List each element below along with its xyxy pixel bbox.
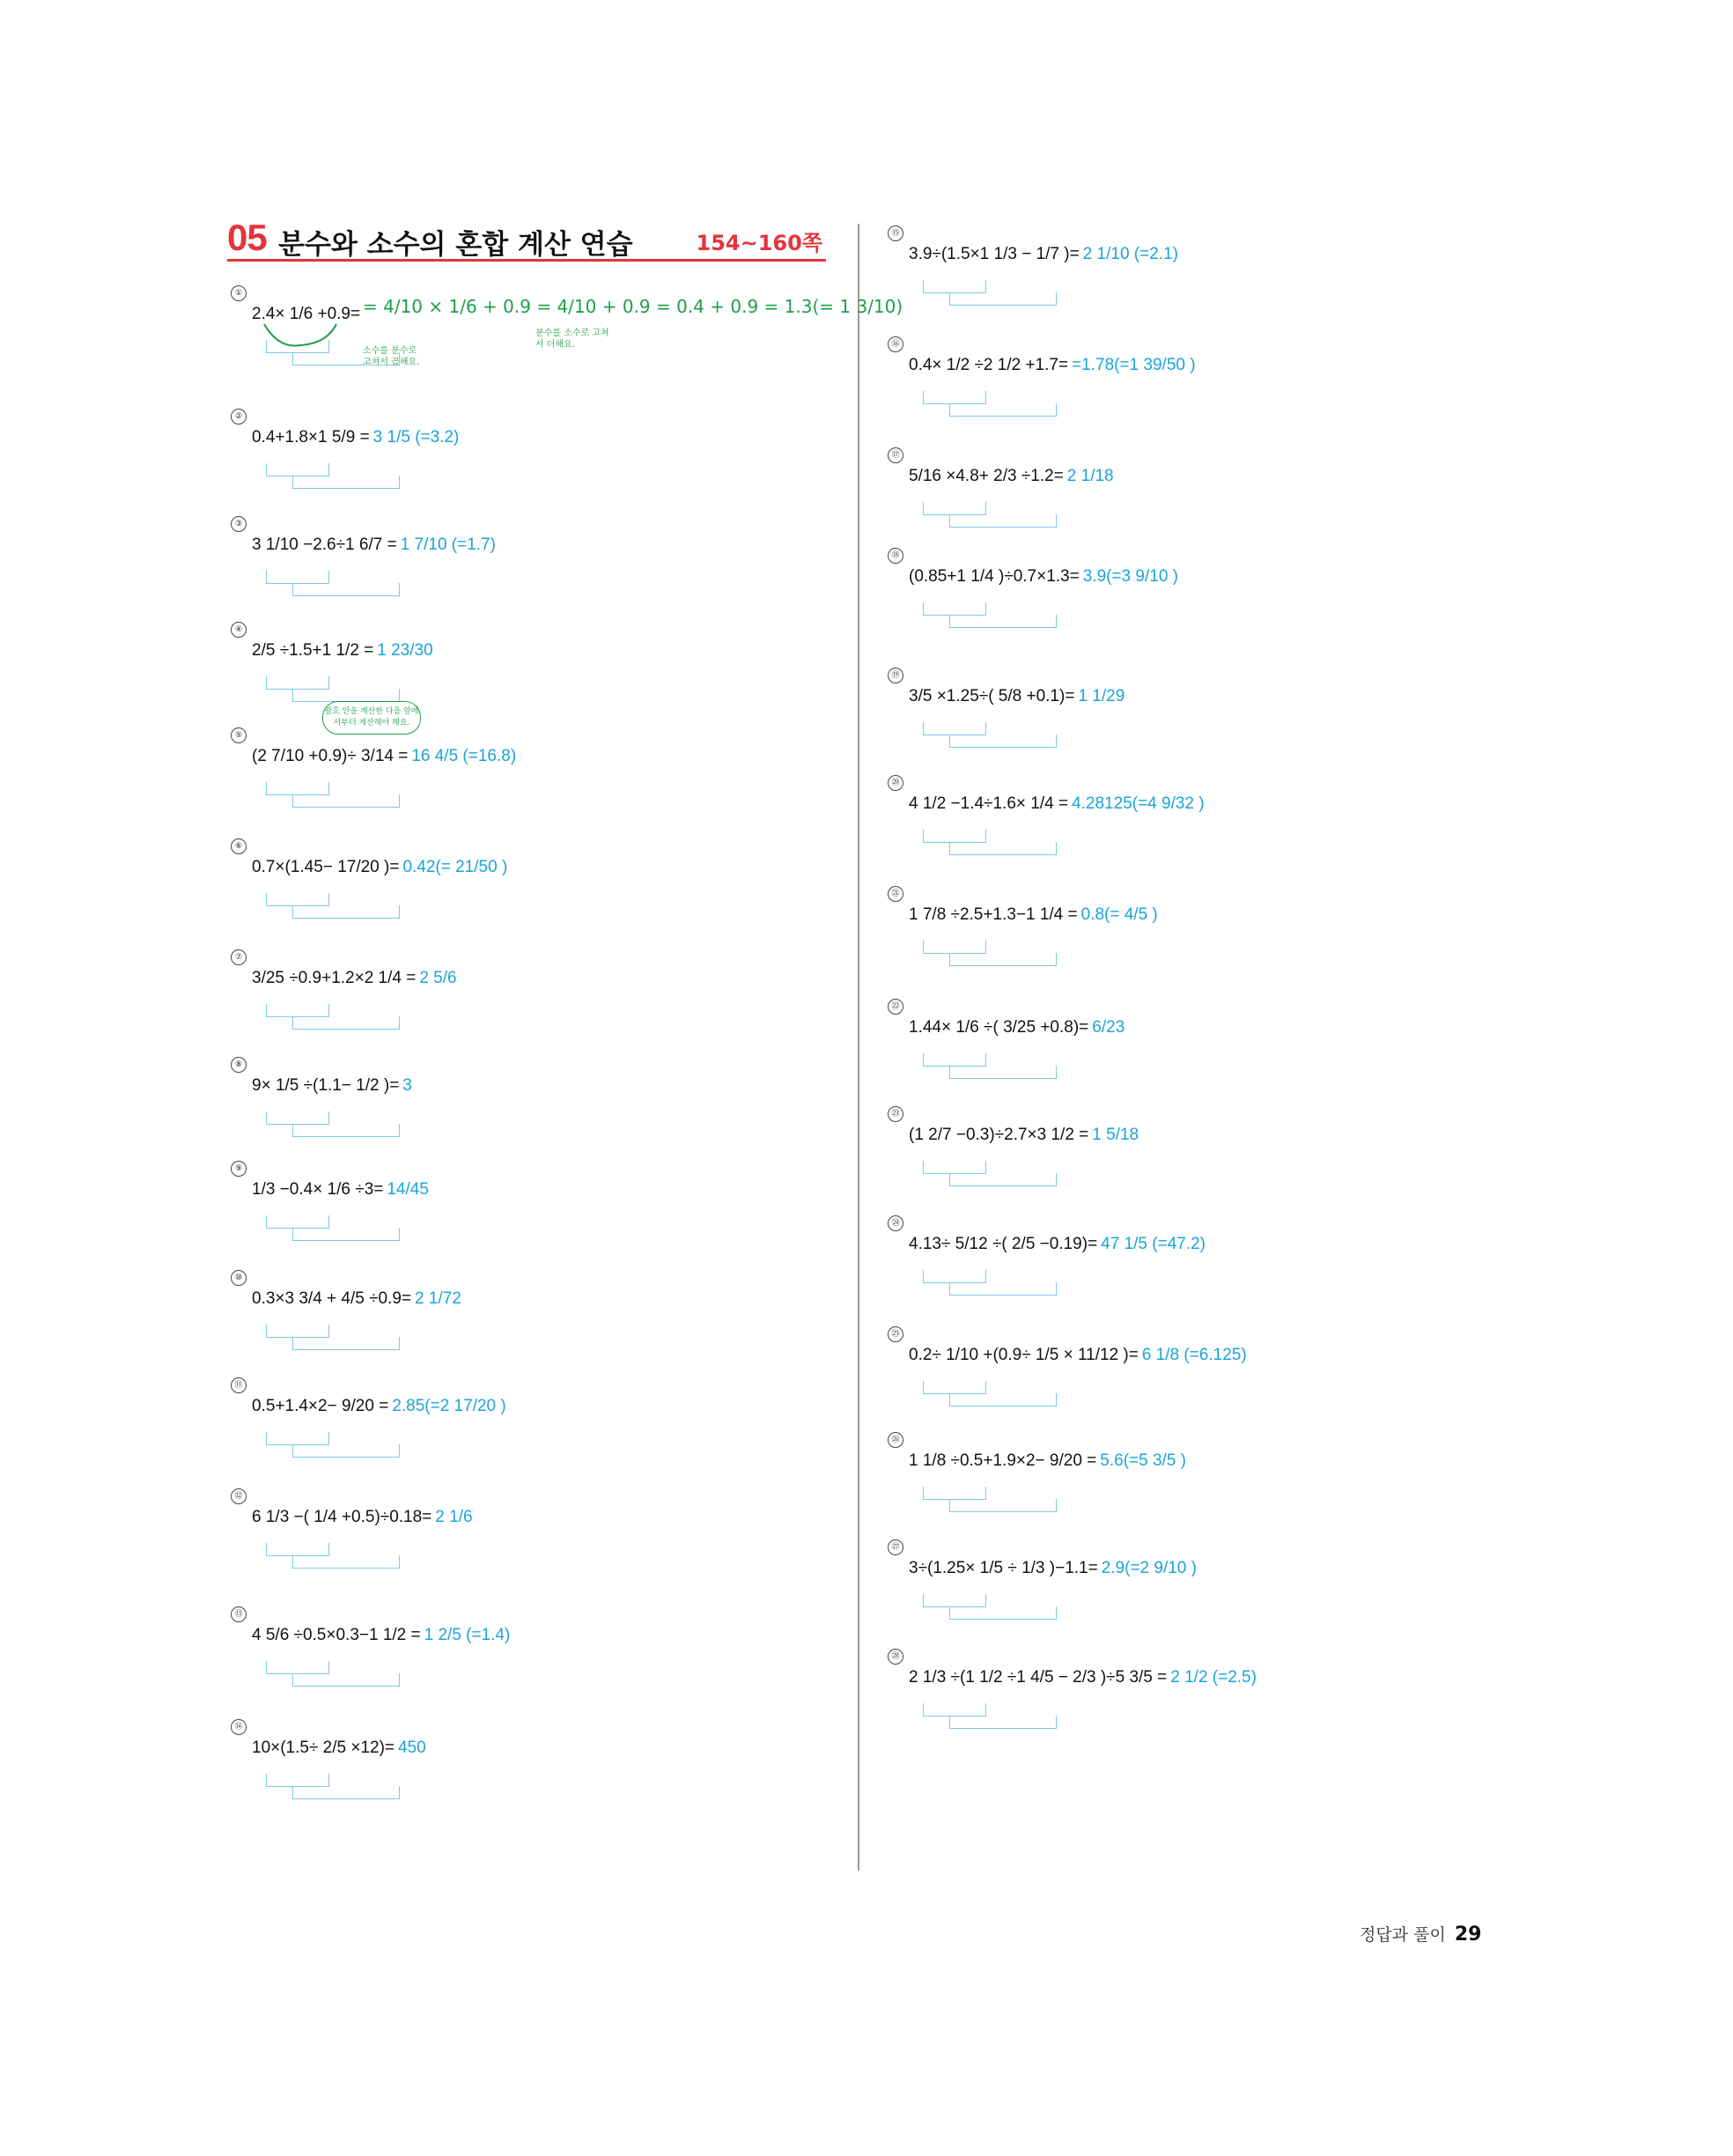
operation-bracket (923, 830, 986, 843)
expression (909, 553, 1178, 601)
operation-bracket (292, 1444, 400, 1458)
operation-bracket (949, 953, 1057, 966)
page-header (227, 217, 826, 262)
column-divider (858, 224, 859, 1871)
problem-number: ㉓ (888, 1106, 903, 1122)
operation-bracket (292, 1337, 400, 1350)
section-title: 분수와 소수의 혼합 계산 연습 (278, 229, 633, 261)
expression (909, 342, 1196, 389)
problem-item (888, 1004, 1486, 1083)
answer-text: 6 1/8 (=6.125) (1141, 1346, 1247, 1364)
answer-text: 2 1/72 (415, 1289, 461, 1308)
operation-bracket (949, 1173, 1057, 1186)
problem-number: ㉔ (888, 1215, 903, 1231)
operation-bracket (266, 782, 329, 795)
problem-item (231, 1275, 830, 1355)
problem-number: ⑤ (231, 727, 247, 743)
question-text: 1.44× 1/6 ÷( 3/25 +0.8)= (909, 1018, 1089, 1037)
operation-bracket (949, 1716, 1057, 1729)
question-text: 5/16 ×4.8+ 2/3 ÷1.2= (909, 467, 1064, 485)
problem-item (231, 1383, 830, 1462)
answer-text: 1 1/29 (1078, 687, 1125, 705)
question-text: 0.7×(1.45− 17/20 )= (252, 858, 400, 876)
question-text: 2.4× 1/6 +0.9= (252, 305, 361, 323)
answer-text: 1 23/30 (377, 641, 433, 660)
operation-bracket (923, 391, 986, 404)
expression (909, 1437, 1186, 1485)
problem-item (888, 1221, 1486, 1300)
expression (252, 844, 507, 891)
page-footer (1360, 1922, 1481, 1946)
expression (909, 453, 1114, 500)
problem-number: ⑰ (888, 447, 903, 463)
operation-bracket (292, 794, 400, 808)
answer-text: 2.85(=2 17/20 ) (392, 1397, 506, 1415)
page-number: 29 (1454, 1923, 1482, 1946)
problem-item (231, 1166, 830, 1245)
operation-bracket (266, 463, 329, 476)
expression (909, 231, 1178, 278)
problem-item (231, 1724, 830, 1804)
operation-bracket (292, 1555, 400, 1569)
operation-bracket (266, 676, 329, 690)
operation-bracket (923, 1381, 986, 1394)
problem-number: ⑱ (888, 548, 903, 564)
problem-item (231, 521, 830, 601)
hint-right: 분수를 소수로 고쳐서 더해요. (535, 329, 609, 350)
problem-number: ⑦ (231, 949, 247, 965)
operation-bracket (949, 1393, 1057, 1407)
expression (252, 521, 496, 569)
problem-item (888, 553, 1486, 632)
operation-bracket (949, 292, 1057, 306)
operation-bracket (923, 1594, 986, 1607)
operation-bracket (292, 689, 400, 702)
problem-number: ⑧ (231, 1057, 247, 1073)
operation-bracket (949, 735, 1057, 748)
expression (909, 1221, 1206, 1268)
problem-number: ⑬ (231, 1606, 247, 1622)
answer-text: 3 (402, 1076, 412, 1095)
problem-number: ⑥ (231, 838, 247, 854)
problem-item (888, 231, 1486, 310)
expression (252, 1612, 510, 1659)
problem-number: ⑲ (888, 668, 903, 683)
operation-bracket (266, 1543, 329, 1556)
expression (252, 733, 516, 780)
operation-bracket (266, 1325, 329, 1338)
answer-text: 1 7/10 (=1.7) (400, 535, 496, 554)
problem-item (231, 1612, 830, 1691)
operation-bracket (923, 1161, 986, 1174)
operation-bracket (266, 1111, 329, 1125)
problem-item (888, 780, 1486, 860)
expression (252, 1275, 461, 1323)
section-number: 05 (227, 217, 267, 258)
problem-item (888, 891, 1486, 971)
operation-bracket (292, 1124, 400, 1137)
question-text: 10×(1.5÷ 2/5 ×12)= (252, 1739, 395, 1757)
problem-number: ⑯ (888, 336, 903, 352)
problem-number: ⑫ (231, 1488, 247, 1504)
operation-bracket (923, 602, 986, 616)
expression (909, 1111, 1139, 1159)
operation-bracket (923, 1703, 986, 1717)
answer-text: 4.28125(=4 9/32 ) (1072, 794, 1205, 813)
answer-text: 3 1/5 (=3.2) (372, 428, 460, 447)
answer-text: 3.9(=3 9/10 ) (1082, 567, 1178, 586)
answer-text: 2 1/10 (=2.1) (1082, 245, 1178, 263)
expression (252, 955, 457, 1002)
problem-number: ⑭ (231, 1719, 247, 1735)
operation-bracket (923, 280, 986, 293)
operation-bracket (292, 1786, 400, 1799)
problem-number: ㉕ (888, 1326, 903, 1342)
answer-text: 2.9(=2 9/10 ) (1101, 1559, 1197, 1577)
operation-bracket (266, 1004, 329, 1017)
answer-text: 16 4/5 (=16.8) (411, 747, 517, 765)
problem-number: ㉘ (888, 1649, 903, 1665)
operation-bracket (923, 502, 986, 515)
question-text: 1 1/8 ÷0.5+1.9×2− 9/20 = (909, 1451, 1097, 1470)
problem-item (231, 844, 830, 923)
question-text: 3 1/10 −2.6÷1 6/7 = (252, 535, 397, 554)
answer-text: 0.8(= 4/5 ) (1080, 905, 1158, 924)
expression (909, 1654, 1257, 1702)
problem-number: ① (231, 285, 247, 301)
answer-text: 5.6(=5 3/5 ) (1100, 1451, 1186, 1470)
footer-label: 정답과 풀이 (1360, 1925, 1446, 1945)
answer-text: 2 1/2 (=2.5) (1170, 1668, 1257, 1687)
operation-bracket (923, 1270, 986, 1283)
operation-bracket (949, 1606, 1057, 1620)
expression (909, 891, 1158, 939)
answer-text: 1 2/5 (=1.4) (424, 1626, 511, 1644)
operation-bracket (266, 893, 329, 906)
section-pages: 154~160쪽 (696, 231, 822, 255)
operation-bracket (949, 403, 1057, 417)
problem-number: ⑮ (888, 225, 903, 241)
expression (909, 1004, 1125, 1052)
expression (909, 673, 1125, 720)
operation-bracket (266, 1432, 329, 1445)
problem-item (888, 1545, 1486, 1624)
answer-text: 2 1/18 (1066, 467, 1114, 485)
question-text: 3.9÷(1.5×1 1/3 − 1/7 )= (909, 245, 1080, 263)
expression (252, 1166, 429, 1214)
problem-number: ④ (231, 622, 247, 638)
question-text: 2/5 ÷1.5+1 1/2 = (252, 641, 374, 660)
problem-item (888, 1437, 1486, 1517)
problem-number: ⑳ (888, 775, 903, 791)
expression (252, 627, 433, 675)
operation-bracket (949, 615, 1057, 628)
operation-bracket (292, 476, 400, 489)
operation-bracket (923, 1487, 986, 1500)
operation-bracket (949, 1066, 1057, 1079)
question-text: 0.3×3 3/4 + 4/5 ÷0.9= (252, 1289, 412, 1308)
problem-item (888, 453, 1486, 532)
question-text: 4 1/2 −1.4÷1.6× 1/4 = (909, 794, 1069, 813)
operation-bracket (949, 1282, 1057, 1296)
operation-bracket (292, 905, 400, 919)
operation-bracket (923, 722, 986, 735)
operation-bracket (266, 1774, 329, 1787)
question-text: (2 7/10 +0.9)÷ 3/14 = (252, 747, 409, 765)
expression (252, 1062, 412, 1110)
question-text: 0.4+1.8×1 5/9 = (252, 428, 370, 447)
expression (909, 1545, 1197, 1592)
problem-item (231, 733, 830, 812)
expression (909, 780, 1205, 828)
question-text: 0.4× 1/2 ÷2 1/2 +1.7= (909, 356, 1069, 374)
answer-text: 47 1/5 (=47.2) (1101, 1235, 1206, 1253)
operation-bracket (923, 941, 986, 954)
question-text: 0.5+1.4×2− 9/20 = (252, 1397, 389, 1415)
problem-item (888, 342, 1486, 421)
expression (252, 1724, 426, 1772)
problem-number: ⑩ (231, 1270, 247, 1286)
operation-bracket (292, 1228, 400, 1241)
operation-bracket (292, 1016, 400, 1030)
operation-bracket (266, 571, 329, 584)
answer-text: 14/45 (387, 1180, 429, 1199)
operation-bracket (292, 583, 400, 596)
question-text: (1 2/7 −0.3)÷2.7×3 1/2 = (909, 1126, 1089, 1144)
operation-bracket (949, 1499, 1057, 1512)
speech-bubble: 괄호 안을 계산한 다음 앞에서부터 계산해야 해요. (322, 701, 421, 735)
problem-number: ⑪ (231, 1377, 247, 1393)
answer-text: 6/23 (1092, 1018, 1125, 1037)
question-text: 1/3 −0.4× 1/6 ÷3= (252, 1180, 384, 1199)
question-text: 4.13÷ 5/12 ÷( 2/5 −0.19)= (909, 1235, 1098, 1253)
question-text: 3/25 ÷0.9+1.2×2 1/4 = (252, 969, 417, 987)
answer-text: 2 1/6 (435, 1508, 473, 1526)
problem-number: ㉗ (888, 1539, 903, 1555)
question-text: 3/5 ×1.25÷( 5/8 +0.1)= (909, 687, 1075, 705)
expression (252, 1383, 506, 1430)
operation-bracket (923, 1053, 986, 1067)
problem-item (231, 627, 830, 706)
answer-text: 1 5/18 (1092, 1126, 1139, 1144)
operation-bracket (292, 1673, 400, 1687)
problem-item (231, 955, 830, 1034)
problem-number: ㉑ (888, 886, 903, 902)
problem-item (888, 1111, 1486, 1191)
operation-bracket (266, 1215, 329, 1229)
problem-item (231, 1062, 830, 1141)
question-text: (0.85+1 1/4 )÷0.7×1.3= (909, 567, 1080, 586)
problem-item (231, 414, 830, 493)
problem-item (888, 673, 1486, 752)
question-text: 4 5/6 ÷0.5×0.3−1 1/2 = (252, 1626, 421, 1644)
problem-number: ③ (231, 516, 247, 532)
problem-number: ㉒ (888, 999, 903, 1015)
question-text: 3÷(1.25× 1/5 ÷ 1/3 )−1.1= (909, 1559, 1098, 1577)
problem-item (231, 1494, 830, 1573)
problem-item (888, 1654, 1486, 1733)
problem-item (888, 1332, 1486, 1411)
question-text: 6 1/3 −( 1/4 +0.5)÷0.18= (252, 1508, 432, 1526)
problem-number: ⑨ (231, 1161, 247, 1177)
operation-bracket (266, 1661, 329, 1674)
question-text: 1 7/8 ÷2.5+1.3−1 1/4 = (909, 905, 1078, 924)
operation-bracket (949, 514, 1057, 528)
answer-text: 0.42(= 21/50 ) (402, 858, 508, 876)
worked-solution: = 4/10 × 1/6 + 0.9 = 4/10 + 0.9 = 0.4 + 0.9 = 1.3(= 1 3/10) (363, 296, 903, 317)
question-text: 2 1/3 ÷(1 1/2 ÷1 4/5 − 2/3 )÷5 3/5 = (909, 1668, 1168, 1687)
answer-text: 2 5/6 (419, 969, 457, 987)
question-text: 0.2÷ 1/10 +(0.9÷ 1/5 × 11/12 )= (909, 1346, 1139, 1364)
connector-curve (261, 322, 340, 354)
hint-left: 소수를 분수로 고쳐서 곱해요. (363, 346, 420, 367)
problem-number: ② (231, 409, 247, 425)
operation-bracket (949, 842, 1057, 855)
answer-text: 450 (398, 1739, 426, 1757)
problem-number: ㉖ (888, 1432, 903, 1448)
expression (909, 1332, 1247, 1379)
answer-text: =1.78(=1 39/50 ) (1072, 356, 1196, 374)
expression (252, 414, 459, 461)
expression (252, 1494, 473, 1541)
question-text: 9× 1/5 ÷(1.1− 1/2 )= (252, 1076, 400, 1095)
